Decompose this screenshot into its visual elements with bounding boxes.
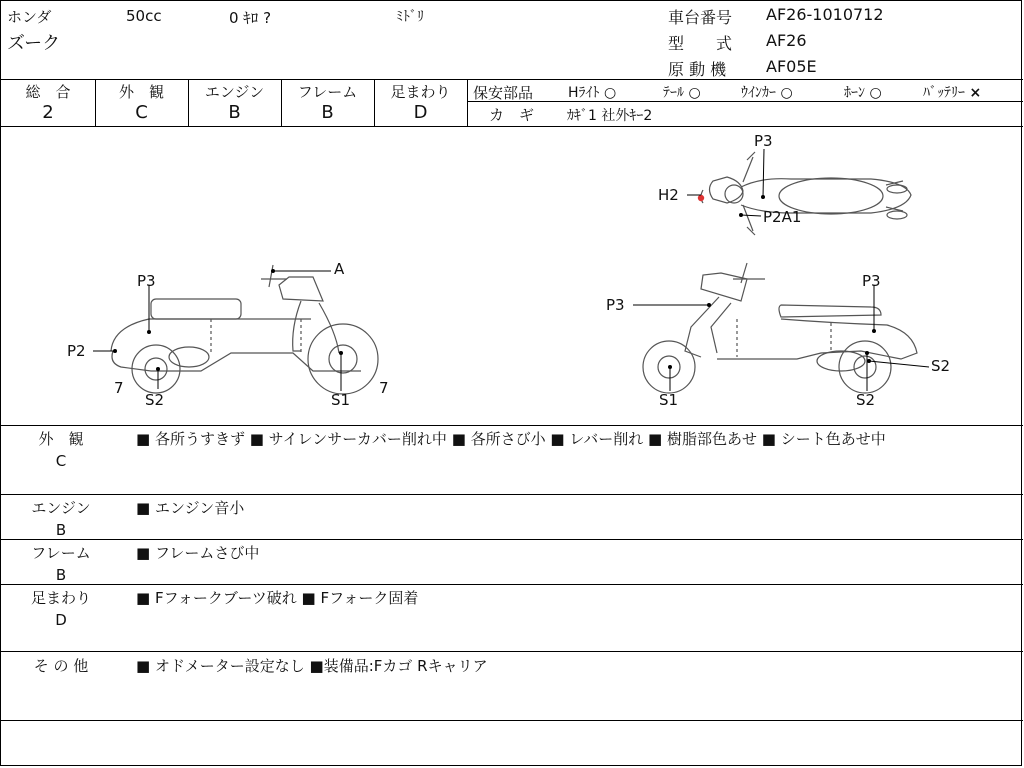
label-left-p2: P2 (67, 342, 86, 360)
remark-text-engine: ■ エンジン音小 (136, 499, 245, 517)
grade-label-engine: エンジン (204, 83, 265, 101)
key-value: ｶｷﾞ1 社外ｷｰ2 (567, 108, 653, 124)
safety-item-headlight: Hﾗｲﾄ ○ (568, 85, 617, 101)
remark-category-suspension: 足まわり D (30, 589, 91, 629)
grade-value-engine: B (228, 102, 241, 123)
mileage: 0 ｷﾛ ? (229, 9, 272, 27)
label-right-p3a: P3 (606, 296, 625, 314)
label-top-p2a1: P2A1 (763, 208, 802, 226)
model-name: ズーク (7, 33, 61, 54)
label-top-p3: P3 (754, 132, 773, 150)
key-label: カ ギ (489, 106, 535, 124)
engine-label: 原 動 機 (668, 60, 727, 79)
remark-text-suspension: ■ Fフォークブーツ破れ ■ Fフォーク固着 (136, 589, 419, 607)
top-view-scooter (701, 152, 911, 235)
safety-item-winker: ｳｲﾝｶｰ ○ (741, 85, 793, 101)
type-value: AF26 (766, 31, 807, 50)
label-right-s1: S1 (659, 391, 679, 409)
label-left-s1: S1 (331, 391, 351, 409)
safety-item-horn: ﾎｰﾝ ○ (844, 85, 882, 101)
grade-value-frame: B (321, 102, 334, 123)
damage-marker-h2 (698, 195, 703, 200)
grade-label-exterior: 外 観 (118, 83, 164, 101)
leader-dots (113, 195, 876, 371)
frame-no-label: 車台番号 (668, 8, 733, 27)
label-left-7b: 7 (379, 379, 389, 397)
engine-value: AF05E (766, 57, 817, 76)
remark-text-other: ■ オドメーター設定なし ■装備品:Fカゴ Rキャリア (136, 657, 488, 675)
grade-label-suspension: 足まわり (390, 83, 451, 101)
grade-value-exterior: C (135, 102, 148, 123)
grade-value-overall: 2 (42, 102, 54, 123)
remark-category-exterior: 外 観 C (38, 430, 84, 470)
label-left-s2: S2 (145, 391, 165, 409)
label-left-p3: P3 (137, 272, 156, 290)
grade-label-frame: フレーム (297, 83, 358, 101)
remark-category-other: そ の 他 (33, 657, 89, 675)
color: ﾐﾄﾞﾘ (396, 9, 424, 25)
safety-item-tail: ﾃｰﾙ ○ (663, 85, 701, 101)
remark-text-exterior: ■ 各所うすきず ■ サイレンサーカバー削れ中 ■ 各所さび小 ■ レバー削れ ■ 樹脂部色あせ ■ シート色あせ中 (136, 430, 886, 448)
damage-diagram (1, 127, 1023, 427)
remark-category-engine: エンジン B (31, 499, 91, 539)
leader-lines (93, 149, 929, 391)
grade-label-overall: 総 合 (25, 83, 71, 101)
label-left-7a: 7 (114, 379, 124, 397)
remark-text-frame: ■ フレームさび中 (136, 544, 260, 562)
safety-label: 保安部品 (473, 84, 534, 102)
label-right-s2b: S2 (856, 391, 876, 409)
frame-no: AF26-1010712 (766, 5, 884, 24)
grade-top-line (1, 79, 1023, 80)
maker: ホンダ (7, 8, 52, 26)
label-right-s2a: S2 (931, 357, 951, 375)
remark-category-frame: フレーム B (31, 544, 91, 584)
displacement: 50cc (126, 7, 162, 25)
safety-item-battery: ﾊﾞｯﾃﾘｰ × (923, 85, 982, 101)
label-right-p3b: P3 (862, 272, 881, 290)
grade-value-suspension: D (413, 102, 428, 123)
type-label: 型 式 (668, 34, 733, 53)
label-top-h2: H2 (658, 186, 679, 204)
label-left-a: A (334, 260, 345, 278)
